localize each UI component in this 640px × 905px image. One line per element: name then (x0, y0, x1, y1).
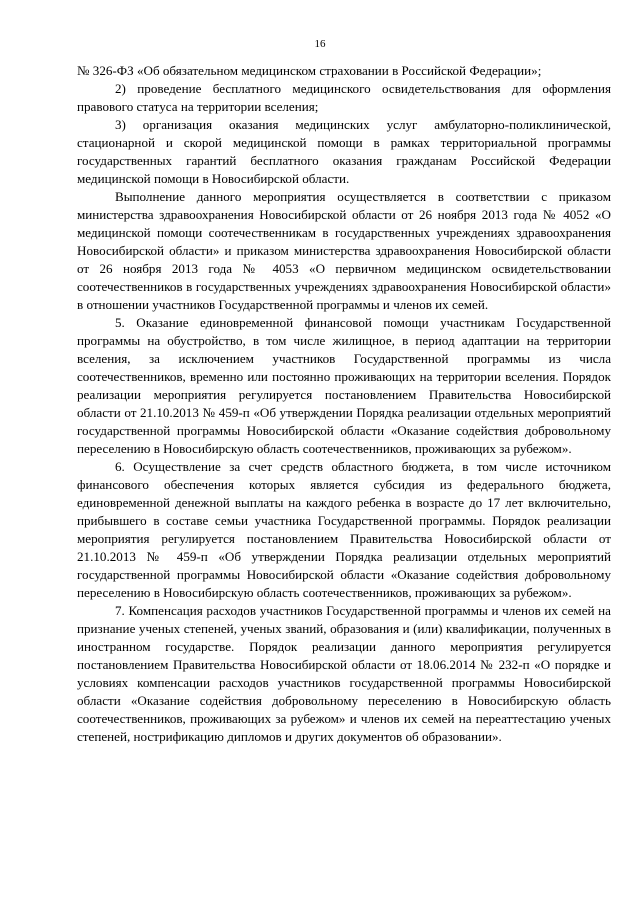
document-body (77, 62, 611, 746)
paragraph-item-7: 7. Компенсация расходов участников Государственной программы и членов их семей на признание ученых степеней, ученых званий, образования и (или) квалификации, полученных в иностранном государстве. Порядок реализации данного мероприятия регулируется постановлением Правительства Новосибирской области от 18.06.2014 № 232-п «О порядке и условиях компенсации расходов участников государственной программы Новосибирской области «Оказание содействия добровольному переселению в Новосибирскую область соотечественников, проживающих за рубежом» и членов их семей на переаттестацию ученых степеней, нострификацию дипломов и других документов об образовании». (77, 603, 611, 744)
page-number: 16 (314, 38, 326, 50)
paragraph-item-6: 6. Осуществление за счет средств областного бюджета, в том числе источником финансового обеспечения которых является субсидия из федерального бюджета, единовременной денежной выплаты на каждого ребенка в возрасте до 17 лет включительно, прибывшего в составе семьи участника Государственной программы. Порядок реализации мероприятия регулируется постановлением Правительства Новосибирской области от 21.10.2013 № 459-п «Об утверждении Порядка реализации отдельных мероприятий государственной программы Новосибирской области «Оказание содействия добровольному переселению в Новосибирскую область соотечественников, проживающих за рубежом». (77, 459, 611, 600)
paragraph-law-reference: № 326-ФЗ «Об обязательном медицинском страховании в Российской Федерации»; (77, 63, 542, 78)
paragraph-item-5: 5. Оказание единовременной финансовой помощи участникам Государственной программы на обустройство, в том числе жилищное, в период адаптации на территории вселения, за исключением участников Государственной программы из числа соотечественников, временно или постоянно проживающих на территории вселения. Порядок реализации мероприятия регулируется постановлением Правительства Новосибирской области от 21.10.2013 № 459-п «Об утверждении Порядка реализации отдельных мероприятий государственной программы Новосибирской области «Оказание содействия добровольному переселению в Новосибирскую область соотечественников, проживающих за рубежом». (77, 315, 611, 456)
paragraph-implementation: Выполнение данного мероприятия осуществляется в соответствии с приказом министерства здравоохранения Новосибирской области от 26 ноября 2013 года № 4052 «О медицинской помощи соотечественникам в государственных учреждениях здравоохранения Новосибирской области» и приказом министерства здравоохранения Новосибирской области от 26 ноября 2013 года № 4053 «О первичном медицинском освидетельствовании соотечественников в государственных учреждениях здравоохранения Новосибирской области» в отношении участников Государственной программы и членов их семей. (77, 189, 611, 312)
paragraph-item-2: 2) проведение бесплатного медицинского освидетельствования для оформления правового статуса на территории вселения; (77, 81, 611, 114)
paragraph-item-3: 3) организация оказания медицинских услуг амбулаторно-поликлинической, стационарной и скорой медицинской помощи в рамках территориальной программы государственных гарантий бесплатного оказания гражданам Российской Федерации медицинской помощи в Новосибирской области. (77, 117, 611, 186)
